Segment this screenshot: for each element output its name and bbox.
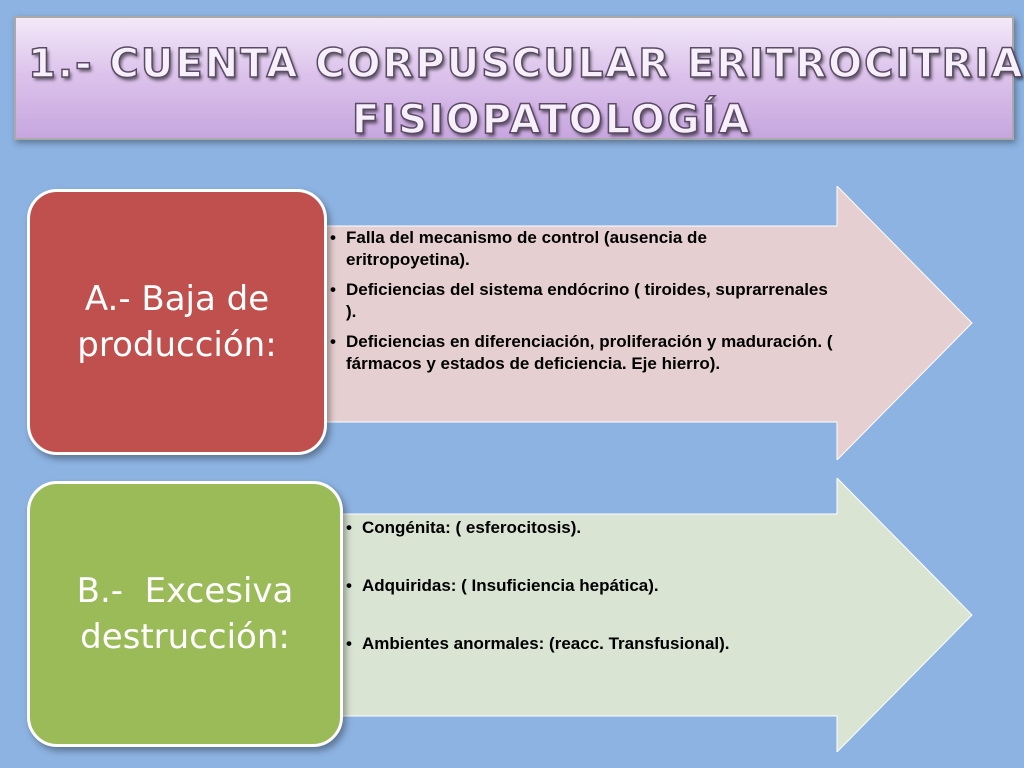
slide-title-line-2: FISIOPATOLOGÍA [352, 97, 752, 143]
slide-title-line-1: 1.- CUENTA CORPUSCULAR ERITROCITRIA [28, 41, 1024, 87]
production-bullet-list [330, 227, 835, 383]
label-line: A.- Baja de [84, 279, 270, 319]
label-line: B.- Excesiva [76, 571, 294, 611]
excessive-destruction-label-box [27, 481, 343, 747]
list-item: • Ambientes anormales: (reacc. Transfusional). [346, 633, 816, 655]
low-production-label-box [27, 189, 327, 455]
destruction-bullet-list [346, 517, 816, 691]
list-item: • Deficiencias en diferenciación, proliferación y maduración. ( fármacos y estados de deficiencia. Eje hierro). [330, 331, 835, 375]
list-item: • Adquiridas: ( Insuficiencia hepática). [346, 575, 816, 597]
title-banner [14, 16, 1024, 143]
list-item: • Deficiencias del sistema endócrino ( tiroides, suprarrenales ). [330, 279, 835, 323]
list-item: • Falla del mecanismo de control (ausencia de eritropoyetina). [330, 227, 835, 271]
list-item: • Congénita: ( esferocitosis). [346, 517, 816, 539]
label-line: destrucción: [80, 617, 290, 657]
label-line: producción: [77, 325, 277, 365]
